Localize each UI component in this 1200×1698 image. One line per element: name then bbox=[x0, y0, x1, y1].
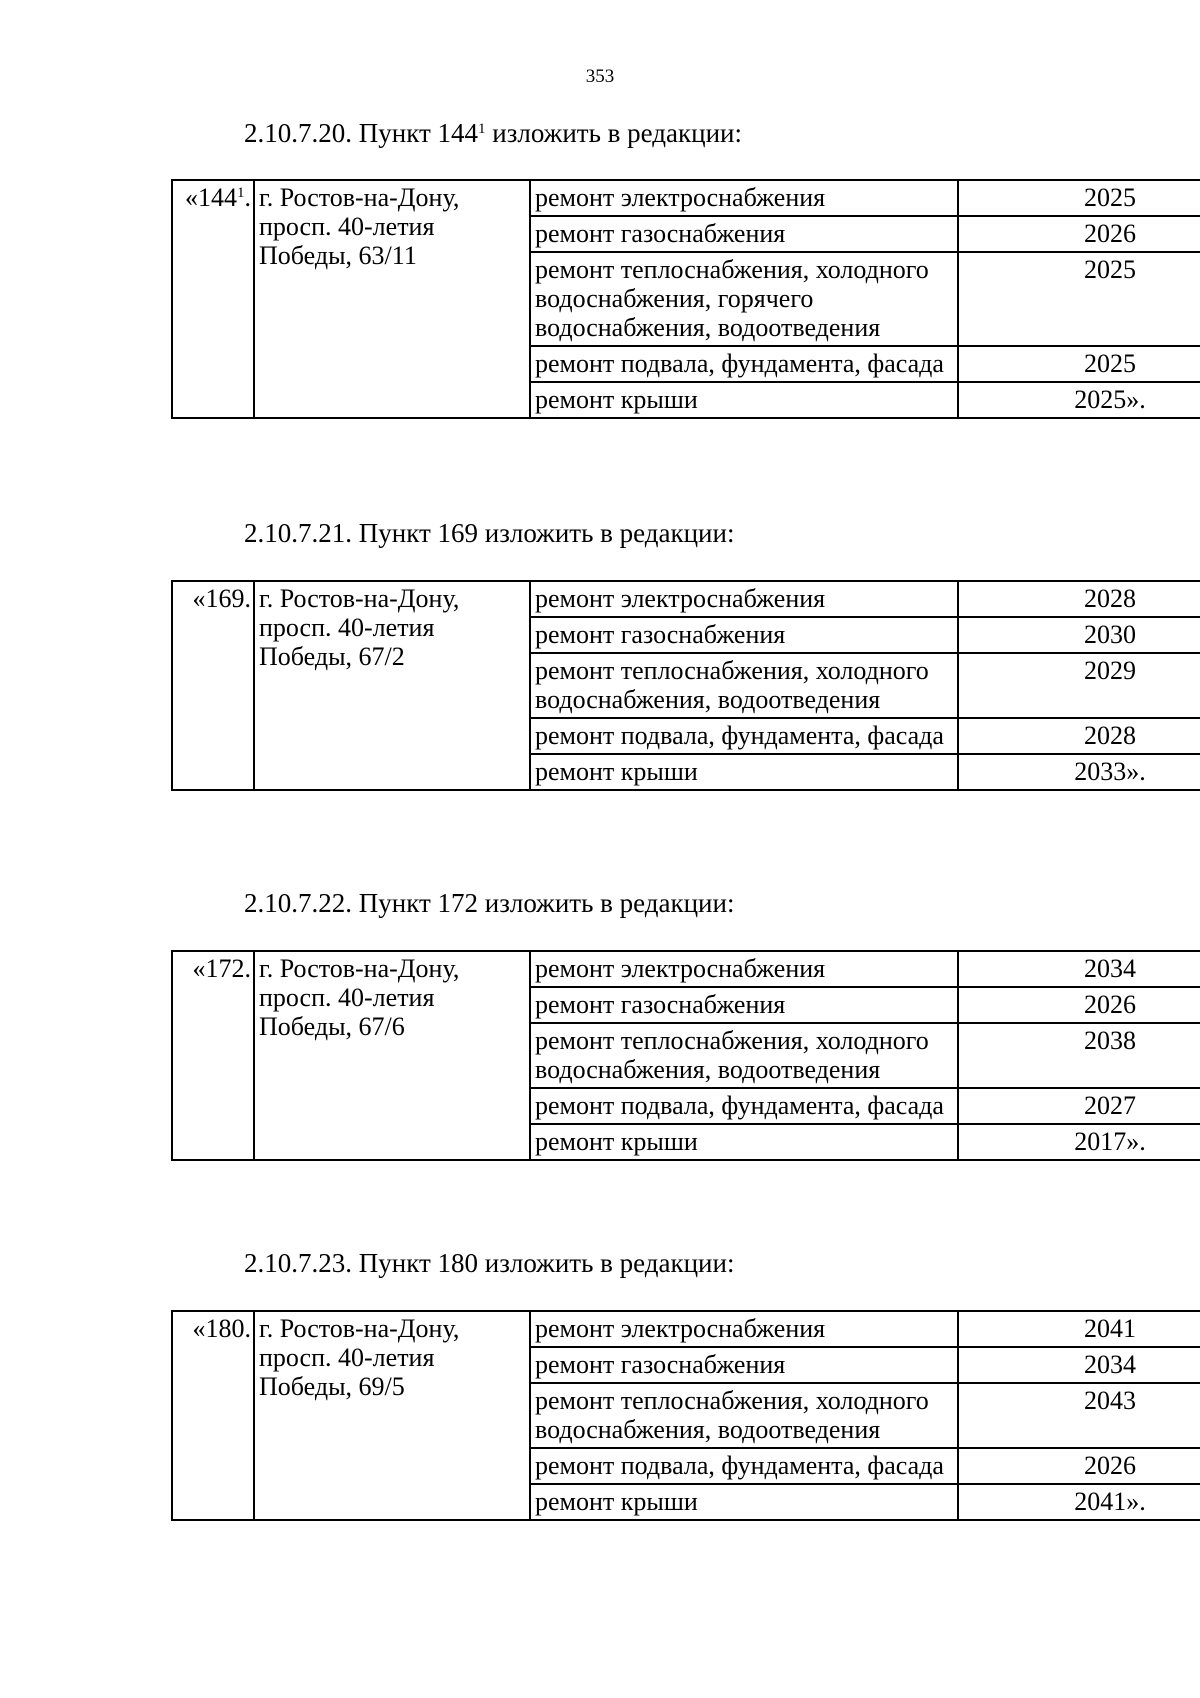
item-number: «172. bbox=[172, 951, 254, 1160]
work-type: ремонт подвала, фундамента, фасада bbox=[530, 1088, 958, 1124]
work-type: ремонт электроснабжения bbox=[530, 951, 958, 987]
table-row bbox=[172, 951, 1200, 987]
work-year: 2025 bbox=[958, 180, 1200, 216]
work-year: 2034 bbox=[958, 951, 1200, 987]
table-row bbox=[172, 1311, 1200, 1347]
work-type: ремонт крыши bbox=[530, 382, 958, 418]
work-year: 2027 bbox=[958, 1088, 1200, 1124]
work-year: 2028 bbox=[958, 581, 1200, 617]
work-year: 2033». bbox=[958, 754, 1200, 790]
work-year: 2030 bbox=[958, 617, 1200, 653]
page-number: 353 bbox=[585, 66, 615, 87]
work-type: ремонт газоснабжения bbox=[530, 987, 958, 1023]
heading-superscript: 1 bbox=[478, 121, 486, 137]
item-address: г. Ростов-на-Дону, просп. 40-летия Победы, 69/5 bbox=[254, 1311, 530, 1520]
work-year: 2038 bbox=[958, 1023, 1200, 1088]
work-type: ремонт крыши bbox=[530, 1484, 958, 1520]
work-year: 2028 bbox=[958, 718, 1200, 754]
item-address: г. Ростов-на-Дону, просп. 40-летия Победы, 67/2 bbox=[254, 581, 530, 790]
work-type: ремонт газоснабжения bbox=[530, 216, 958, 252]
work-year: 2026 bbox=[958, 216, 1200, 252]
work-type: ремонт подвала, фундамента, фасада bbox=[530, 718, 958, 754]
heading-text-suffix: изложить в редакции: bbox=[485, 118, 742, 148]
entry-table bbox=[171, 580, 1200, 791]
section-heading: 2.10.7.22. Пункт 172 изложить в редакции: bbox=[244, 888, 735, 918]
work-year: 2026 bbox=[958, 987, 1200, 1023]
work-year: 2041 bbox=[958, 1311, 1200, 1347]
entry-table bbox=[171, 950, 1200, 1161]
entry-table bbox=[171, 179, 1200, 419]
work-type: ремонт теплоснабжения, холодного водоснабжения, водоотведения bbox=[530, 653, 958, 718]
item-number: «169. bbox=[172, 581, 254, 790]
work-year: 2043 bbox=[958, 1383, 1200, 1448]
work-year: 2025 bbox=[958, 252, 1200, 346]
work-year: 2034 bbox=[958, 1347, 1200, 1383]
section-heading: 2.10.7.23. Пункт 180 изложить в редакции: bbox=[244, 1248, 735, 1278]
work-year: 2017». bbox=[958, 1124, 1200, 1160]
item-number: «180. bbox=[172, 1311, 254, 1520]
work-type: ремонт крыши bbox=[530, 754, 958, 790]
work-type: ремонт электроснабжения bbox=[530, 581, 958, 617]
work-type: ремонт электроснабжения bbox=[530, 180, 958, 216]
work-year: 2025 bbox=[958, 346, 1200, 382]
work-type: ремонт теплоснабжения, холодного водоснабжения, горячего водоснабжения, водоотведения bbox=[530, 252, 958, 346]
heading-text: 2.10.7.20. Пункт 144 bbox=[244, 118, 479, 148]
item-address: г. Ростов-на-Дону, просп. 40-летия Победы, 67/6 bbox=[254, 951, 530, 1160]
item-address: г. Ростов-на-Дону, просп. 40-летия Победы, 63/11 bbox=[254, 180, 530, 418]
entry-table bbox=[171, 1310, 1200, 1521]
work-type: ремонт теплоснабжения, холодного водоснабжения, водоотведения bbox=[530, 1023, 958, 1088]
work-type: ремонт подвала, фундамента, фасада bbox=[530, 1448, 958, 1484]
section-heading bbox=[244, 118, 742, 148]
table-row bbox=[172, 180, 1200, 216]
work-year: 2025». bbox=[958, 382, 1200, 418]
work-type: ремонт газоснабжения bbox=[530, 1347, 958, 1383]
work-year: 2041». bbox=[958, 1484, 1200, 1520]
work-type: ремонт теплоснабжения, холодного водоснабжения, водоотведения bbox=[530, 1383, 958, 1448]
item-number: «$144^1$. bbox=[172, 180, 254, 418]
section-heading: 2.10.7.21. Пункт 169 изложить в редакции: bbox=[244, 518, 735, 548]
work-type: ремонт крыши bbox=[530, 1124, 958, 1160]
table-row bbox=[172, 581, 1200, 617]
work-type: ремонт подвала, фундамента, фасада bbox=[530, 346, 958, 382]
work-year: 2026 bbox=[958, 1448, 1200, 1484]
work-type: ремонт электроснабжения bbox=[530, 1311, 958, 1347]
work-type: ремонт газоснабжения bbox=[530, 617, 958, 653]
work-year: 2029 bbox=[958, 653, 1200, 718]
